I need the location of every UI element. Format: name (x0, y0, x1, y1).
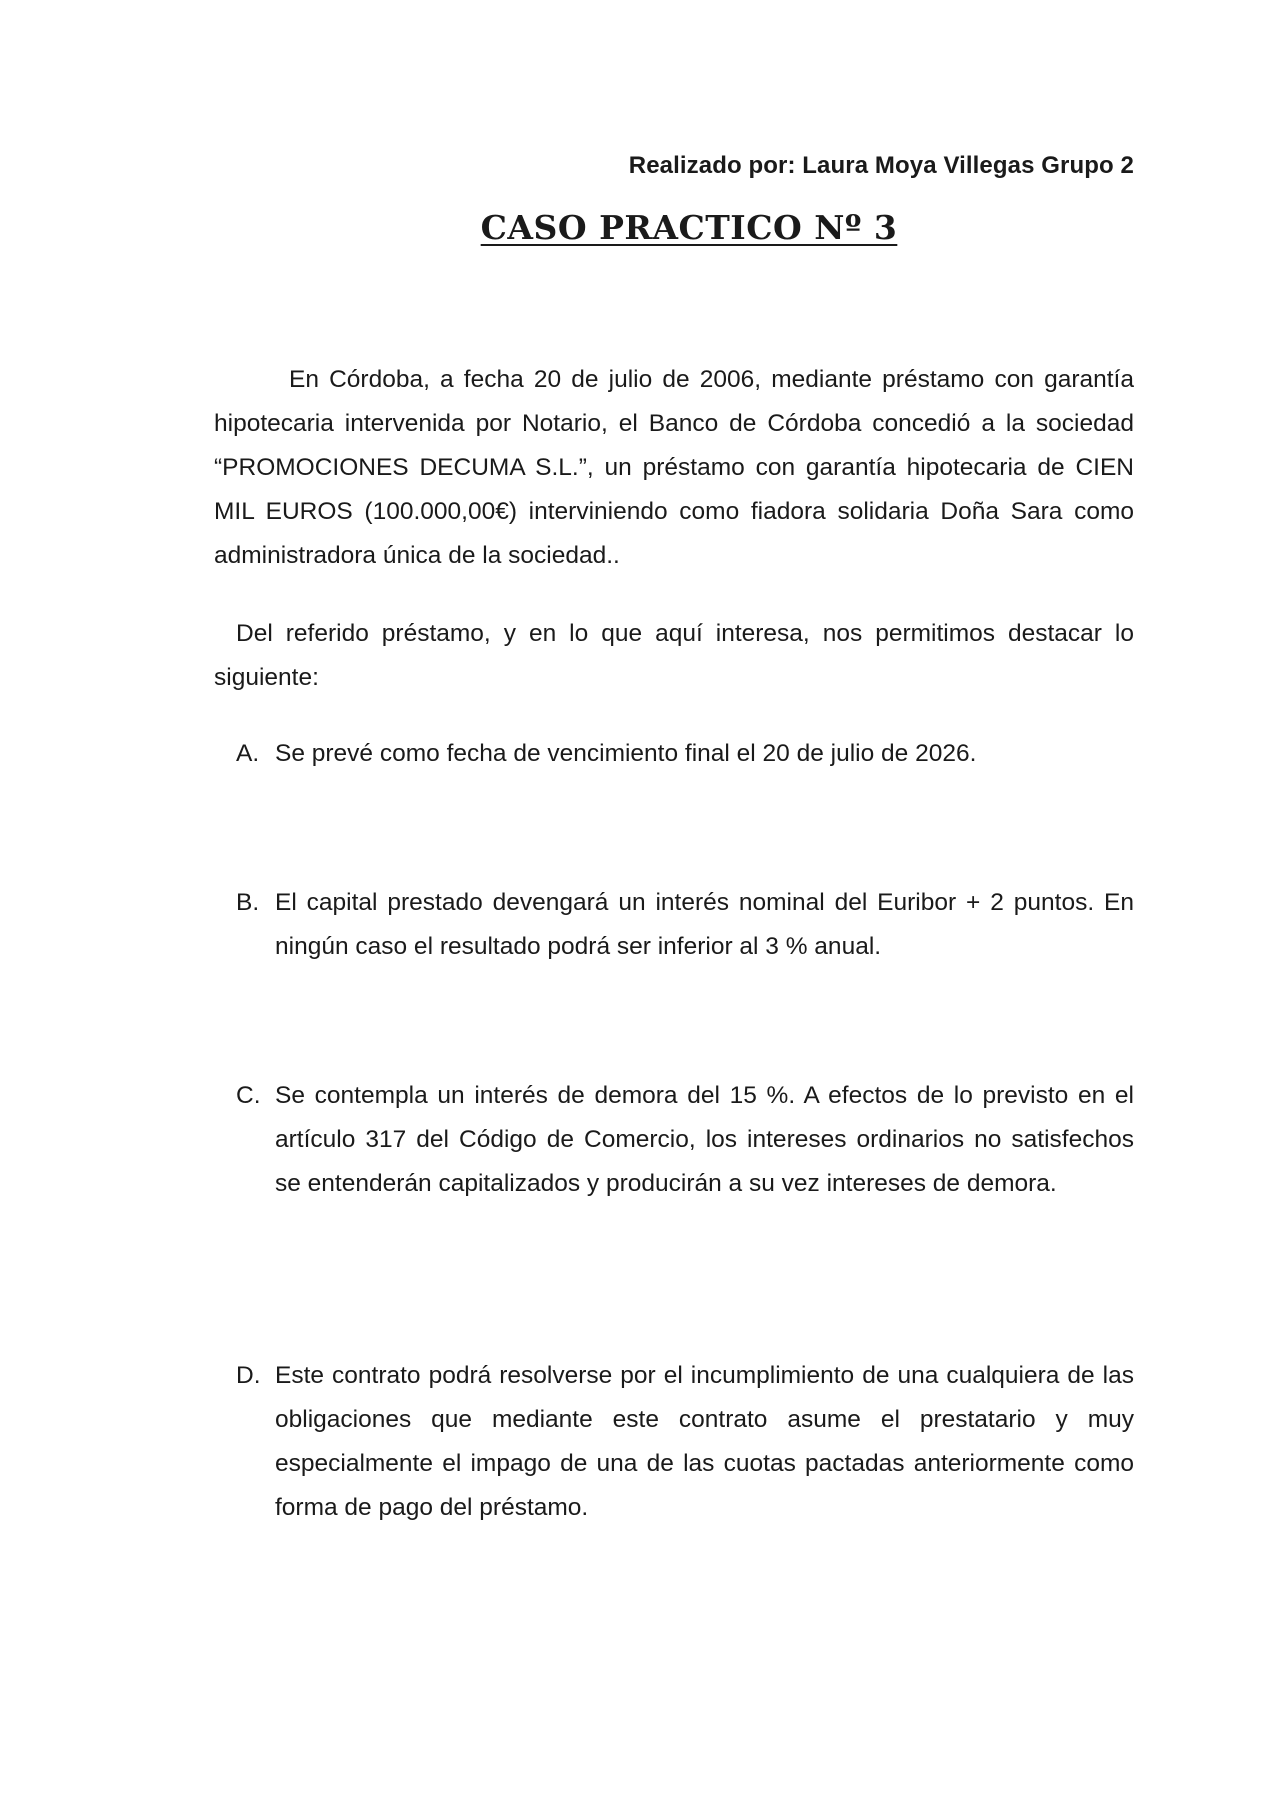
list-marker: A. (236, 740, 260, 767)
author-line: Realizado por: Laura Moya Villegas Grupo 2 (628, 152, 1134, 179)
list-marker: D. (236, 1362, 261, 1389)
list-item-text: El capital prestado devengará un interés nominal del Euribor + 2 puntos. En ningún caso el resultado podrá ser inferior al 3 % anual. (275, 889, 1134, 960)
list-item-a (214, 732, 1134, 776)
list-item-d (214, 1354, 1134, 1530)
list-marker: B. (236, 889, 260, 916)
list-item-text: Se contempla un interés de demora del 15 %. A efectos de lo previsto en el artículo 317 del Código de Comercio, los intereses ordinarios no satisfechos se entenderán capitalizados y producirán a su vez intereses de demora. (275, 1082, 1134, 1197)
intro-paragraph-1: En Córdoba, a fecha 20 de julio de 2006, mediante préstamo con garantía hipotecaria intervenida por Notario, el Banco de Córdoba concedió a la sociedad “PROMOCIONES DECUMA S.L.”, un préstamo con garantía hipotecaria de CIEN MIL EUROS (100.000,00€) interviniendo como fiadora solidaria Doña Sara como administradora única de la sociedad.. (214, 366, 1134, 569)
list-item-b (214, 881, 1134, 969)
list-marker: C. (236, 1082, 261, 1109)
document-title: CASO PRACTICO Nº 3 (480, 208, 898, 247)
intro-paragraph-2: Del referido préstamo, y en lo que aquí interesa, nos permitimos destacar lo siguiente: (214, 620, 1134, 691)
list-item-text: Este contrato podrá resolverse por el incumplimiento de una cualquiera de las obligaciones que mediante este contrato asume el prestatario y muy especialmente el impago de una de las cuotas pactadas anteriormente como forma de pago del préstamo. (275, 1362, 1134, 1521)
list-item-c (214, 1074, 1134, 1206)
list-item-text: Se prevé como fecha de vencimiento final el 20 de julio de 2026. (275, 740, 977, 767)
